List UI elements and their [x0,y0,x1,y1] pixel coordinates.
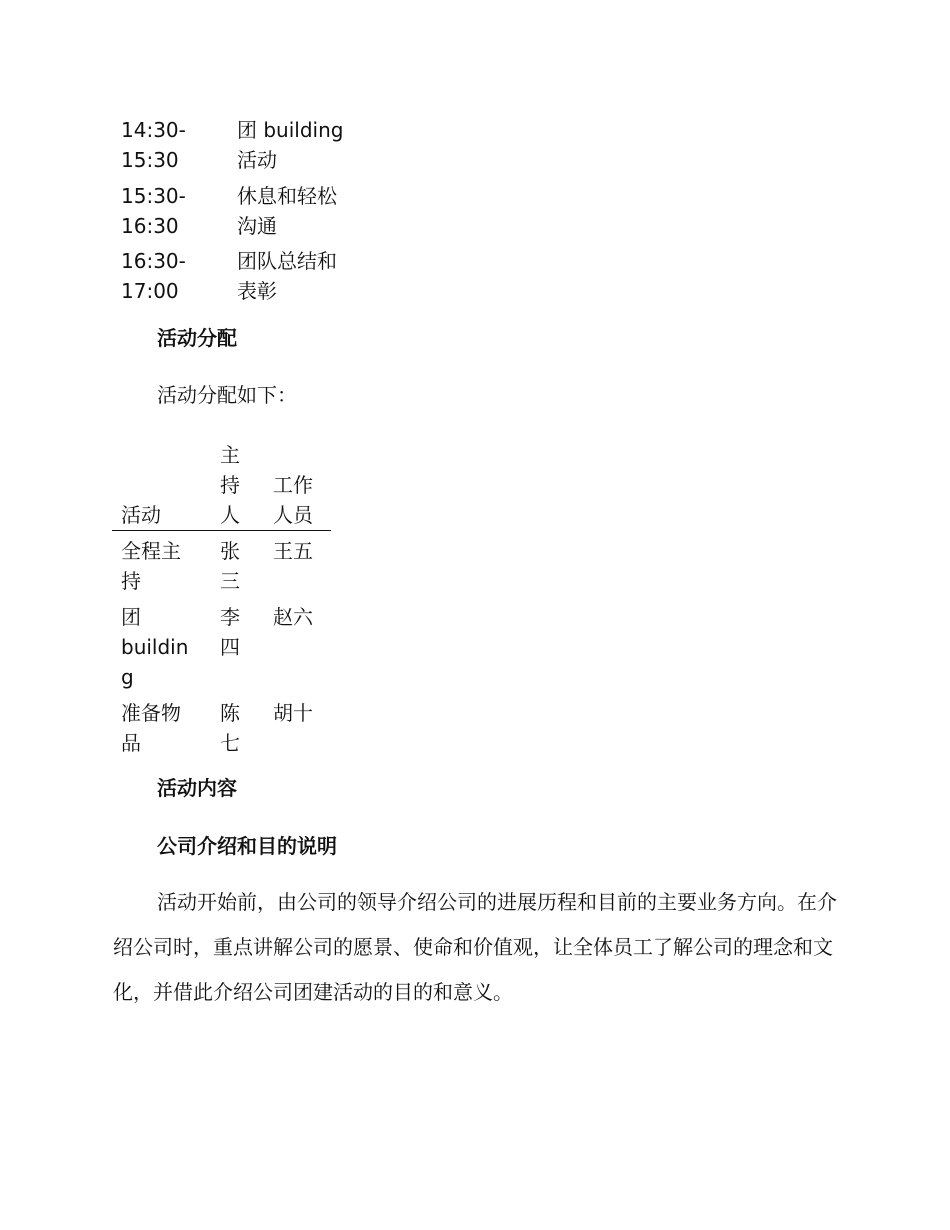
schedule-activity: 休息和轻松 沟通 [237,184,337,238]
allocation-intro: 活动分配如下： [157,383,297,407]
table-cell-staff: 王五 [273,539,313,563]
table-cell-host: 陈 七 [220,701,240,755]
table-cell-host: 李 四 [220,605,240,659]
table-cell-activity: 全程主 持 [121,539,181,593]
table-header-staff: 工作 人员 [273,473,313,527]
subsection-heading-company-intro: 公司介绍和目的说明 [157,834,337,858]
company-intro-paragraph: 活动开始前，由公司的领导介绍公司的进展历程和目前的主要业务方向。在介绍公司时，重点讲解公司的愿景、使命和价值观，让全体员工了解公司的理念和文化，并借此介绍公司团建活动的目的和意义。 [113,890,837,1004]
table-header-activity: 活动 [121,503,161,527]
table-header-rule [112,530,331,531]
table-cell-activity: 团 buildin g [121,605,189,689]
section-heading-content: 活动内容 [157,776,237,800]
table-cell-staff: 胡十 [273,701,313,725]
table-header-host: 主 持 人 [220,443,240,527]
table-cell-activity: 准备物 品 [121,701,181,755]
table-cell-staff: 赵六 [273,605,313,629]
section-heading-allocation: 活动分配 [157,326,237,350]
schedule-time: 14:30- 15:30 [121,118,186,172]
table-cell-host: 张 三 [220,539,240,593]
schedule-time: 16:30- 17:00 [121,249,186,303]
schedule-activity: 团队总结和 表彰 [237,249,337,303]
schedule-time: 15:30- 16:30 [121,184,186,238]
schedule-activity: 团 building 活动 [237,118,344,172]
